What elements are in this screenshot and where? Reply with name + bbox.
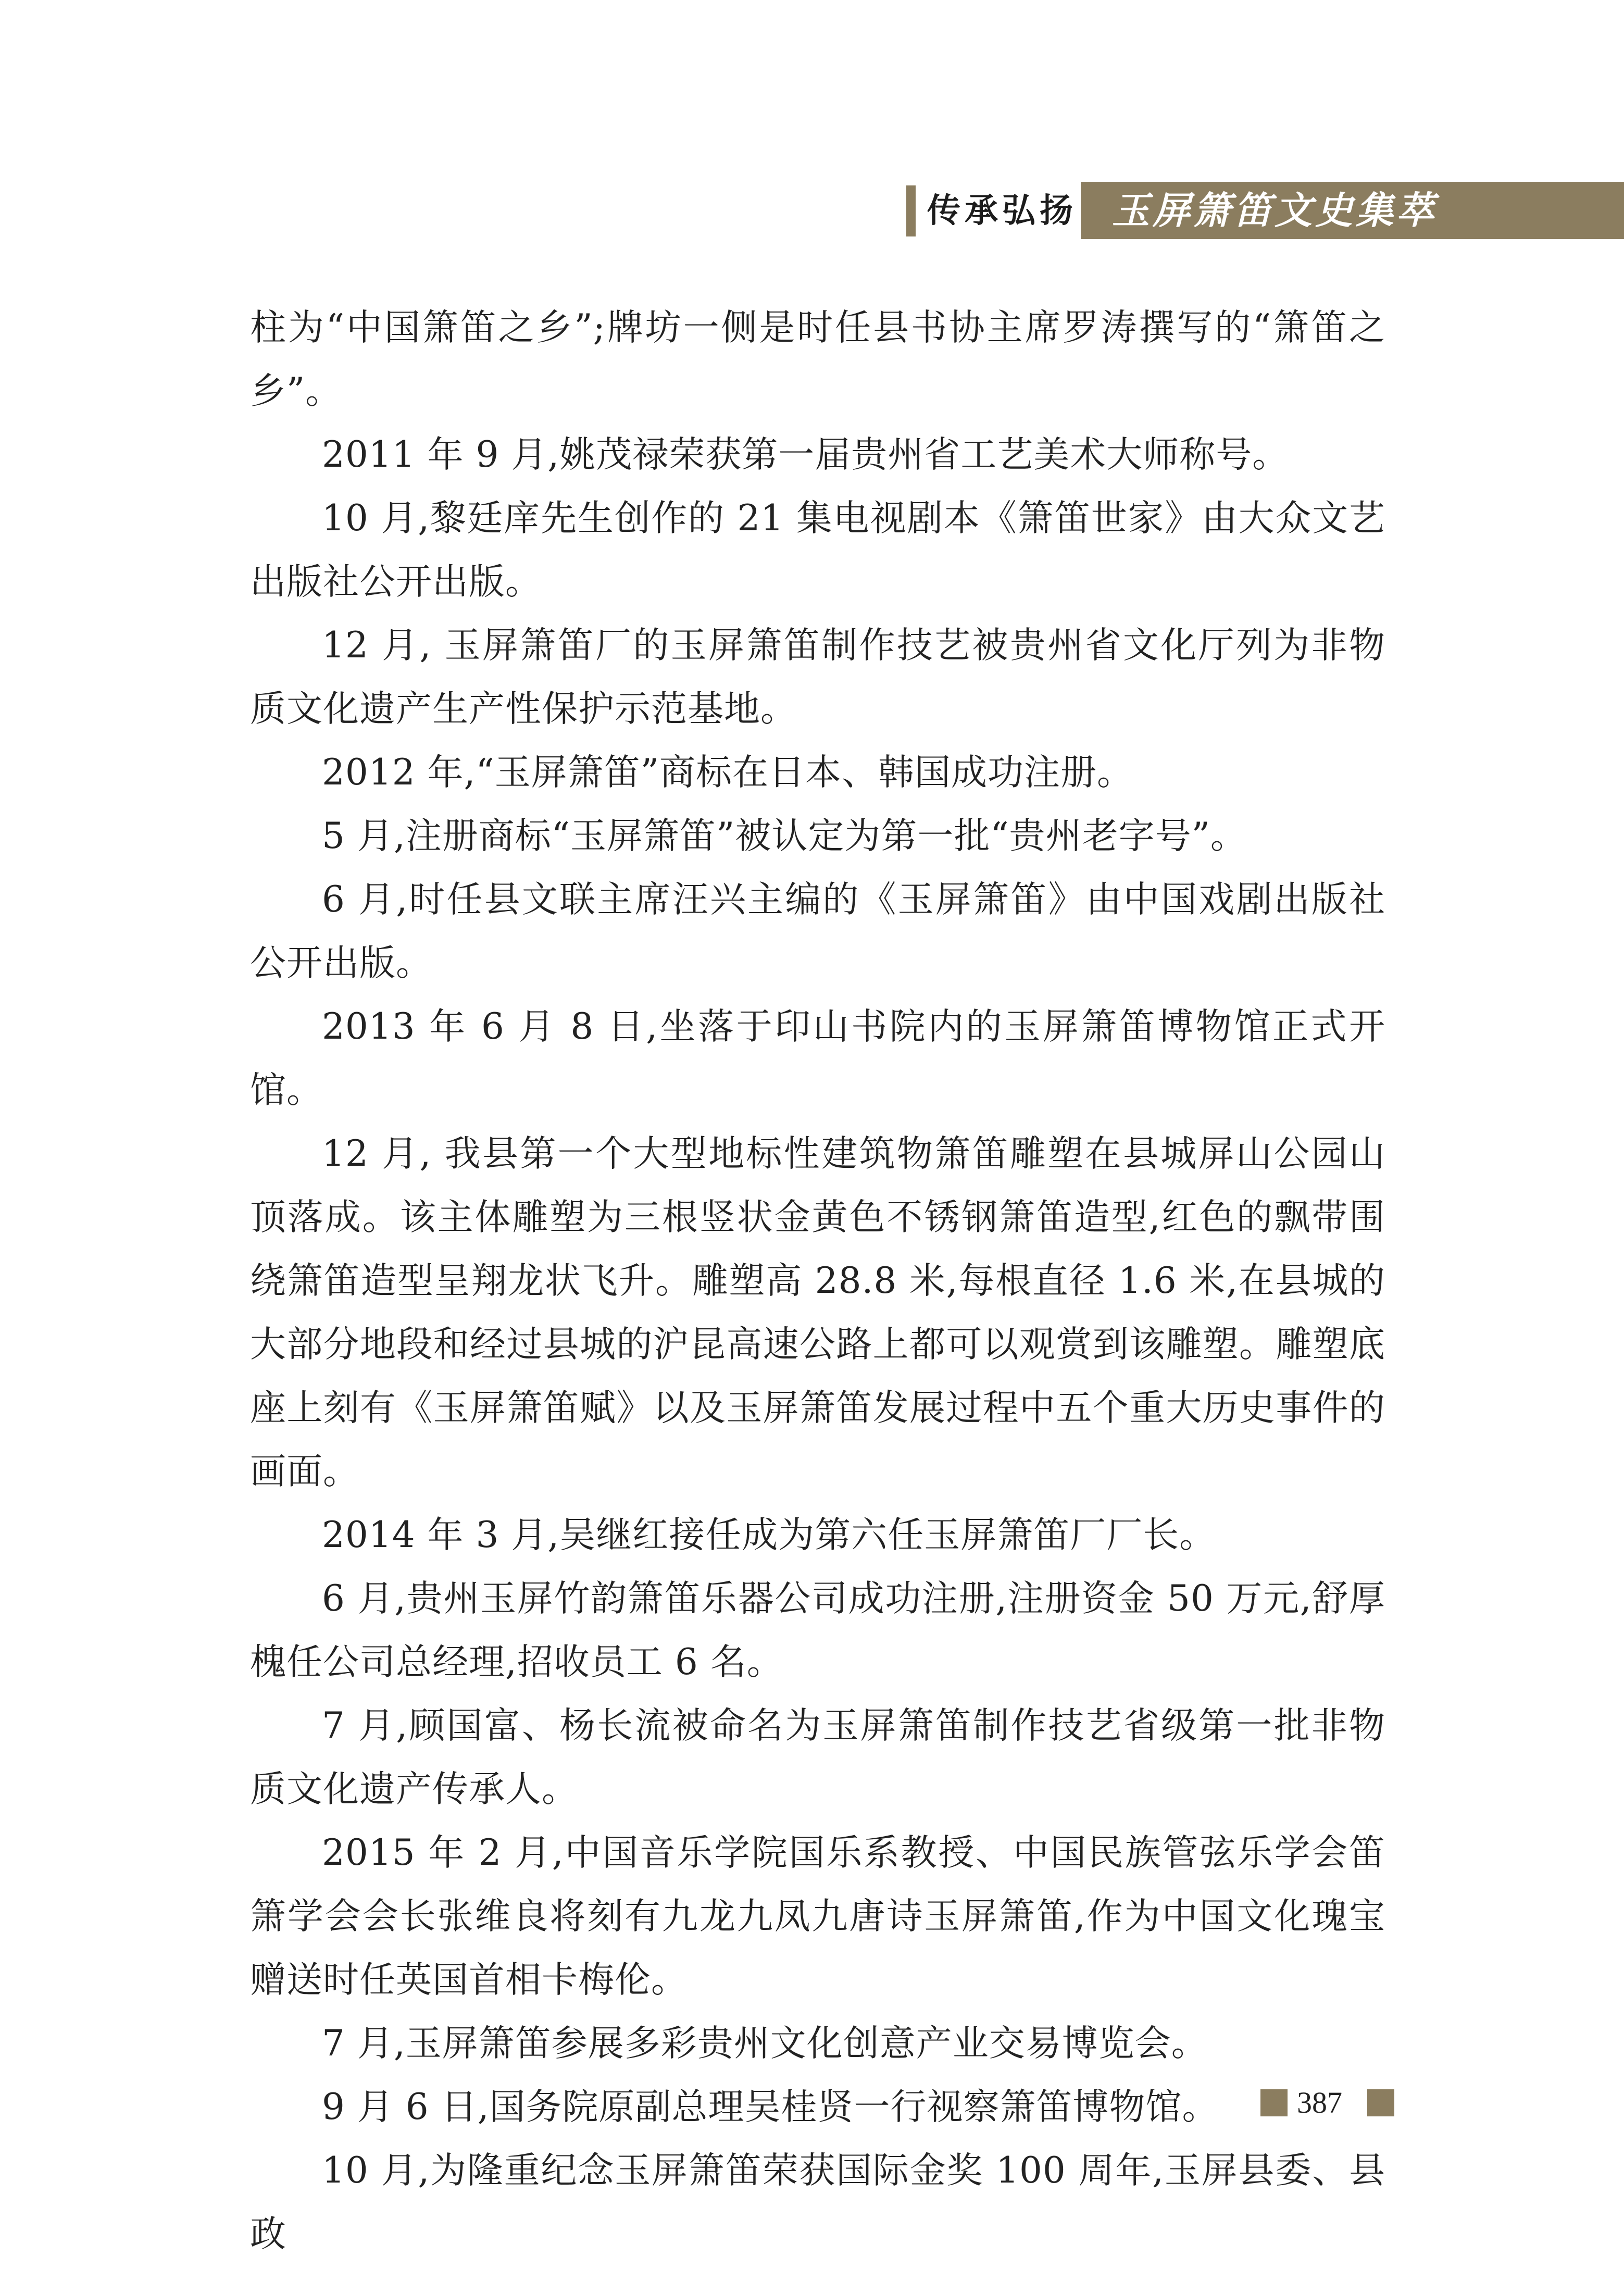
paragraph: 2011 年 9 月,姚茂禄荣获第一届贵州省工艺美术大师称号。 bbox=[322, 434, 1289, 476]
paragraph: 柱为“中国箫笛之乡”;牌坊一侧是时任县书协主席罗涛撰写的“箫笛之乡”。 bbox=[250, 307, 1385, 412]
header-band bbox=[1081, 182, 1624, 239]
paragraph: 2013 年 6 月 8 日,坐落于印山书院内的玉屏箫笛博物馆正式开馆。 bbox=[250, 1006, 1385, 1111]
paragraph: 9 月 6 日,国务院原副总理吴桂贤一行视察箫笛博物馆。 bbox=[322, 2086, 1219, 2128]
paragraph: 2014 年 3 月,吴继红接任成为第六任玉屏箫笛厂厂长。 bbox=[322, 1514, 1216, 1556]
page-number: 387 bbox=[1297, 2086, 1342, 2120]
header-book-title: 玉屏箫笛文史集萃 bbox=[1112, 188, 1438, 232]
paragraph: 10 月,为隆重纪念玉屏箫笛荣获国际金奖 100 周年,玉屏县委、县政 bbox=[250, 2150, 1385, 2255]
header-rule bbox=[906, 185, 916, 236]
paragraph: 6 月,贵州玉屏竹韵箫笛乐器公司成功注册,注册资金 50 万元,舒厚槐任公司总经理,招收员工 6 名。 bbox=[250, 1578, 1385, 1683]
paragraph: 12 月, 我县第一个大型地标性建筑物箫笛雕塑在县城屏山公园山顶落成。该主体雕塑为三根竖状金黄色不锈钢箫笛造型,红色的飘带围绕箫笛造型呈翔龙状飞升。雕塑高 28.8 米,每根直径 1.6 米,在县城的大部分地段和经过县城的沪昆高速公路上都可以观赏到该雕塑。雕塑底座上刻有《玉屏箫笛赋》以及玉屏箫笛发展过程中五个重大历史事件的画面。 bbox=[250, 1133, 1385, 1492]
paragraph: 12 月, 玉屏箫笛厂的玉屏箫笛制作技艺被贵州省文化厅列为非物质文化遗产生产性保护示范基地。 bbox=[250, 625, 1385, 730]
page-body bbox=[250, 296, 1385, 2266]
paragraph: 2012 年,“玉屏箫笛”商标在日本、韩国成功注册。 bbox=[322, 752, 1134, 793]
paragraph: 7 月,玉屏箫笛参展多彩贵州文化创意产业交易博览会。 bbox=[322, 2023, 1208, 2064]
paragraph: 7 月,顾国富、杨长流被命名为玉屏箫笛制作技艺省级第一批非物质文化遗产传承人。 bbox=[250, 1705, 1385, 1810]
paragraph: 10 月,黎廷庠先生创作的 21 集电视剧本《箫笛世家》由大众文艺出版社公开出版。 bbox=[250, 497, 1385, 603]
paragraph: 2015 年 2 月,中国音乐学院国乐系教授、中国民族管弦乐学会笛箫学会会长张维良将刻有九龙九凤九唐诗玉屏箫笛,作为中国文化瑰宝赠送时任英国首相卡梅伦。 bbox=[250, 1832, 1385, 2001]
folio-square-left bbox=[1260, 2089, 1288, 2116]
paragraph: 5 月,注册商标“玉屏箫笛”被认定为第一批“贵州老字号”。 bbox=[322, 815, 1247, 857]
folio-square-right bbox=[1367, 2089, 1394, 2116]
header-section-title: 传承弘扬 bbox=[927, 191, 1077, 230]
paragraph: 6 月,时任县文联主席汪兴主编的《玉屏箫笛》由中国戏剧出版社公开出版。 bbox=[250, 879, 1385, 984]
